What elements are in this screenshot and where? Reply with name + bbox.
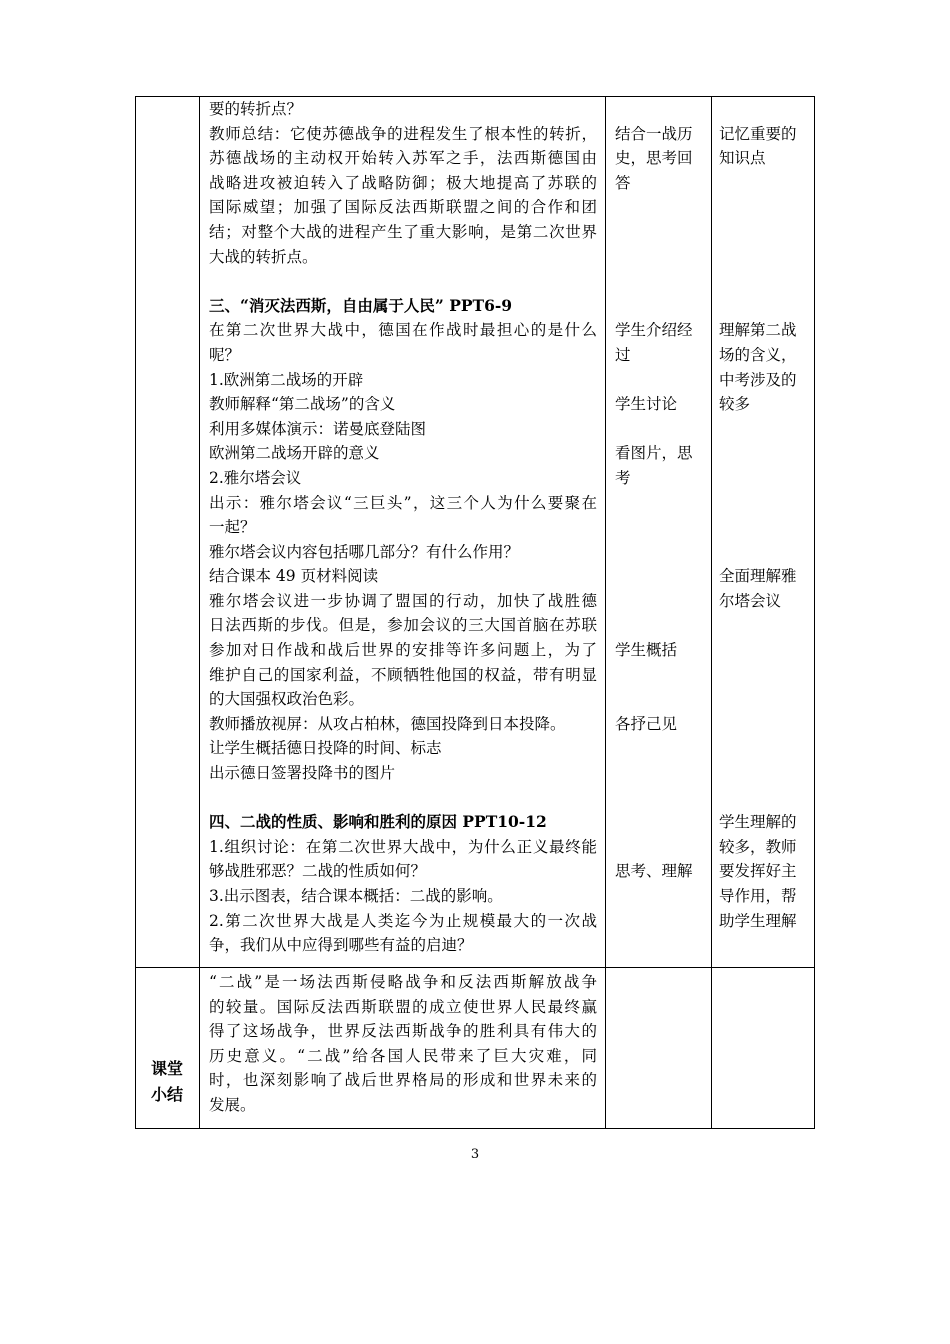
intent-line: 助学生理解 [719,911,797,930]
intent-line [719,245,809,270]
intent-line: 尔塔会议 [719,591,782,610]
content-line: 2.第二次世界大战是人类迄今为止规模最大的一次战 [209,911,597,930]
content-line: 日法西斯的步伐。但是，参加会议的三大国首脑在苏联 [209,616,597,635]
student-line: 看图片，思 [615,444,693,463]
intent-line [719,712,809,737]
summary-line: 时，也深刻影响了战后世界格局的形成和世界未来的 [209,1071,597,1090]
content-line: 结合课本 49 页材料阅读 [209,567,379,586]
student-line: 学生讨论 [615,395,678,414]
intent-line [719,736,809,761]
content-line: 国际威望；加强了国际反法西斯联盟之间的合作和团 [209,198,597,217]
student-line: 过 [615,345,631,364]
intent-line [719,441,809,466]
content-line: 利用多媒体演示：诺曼底登陆图 [209,419,427,438]
student-line [615,368,705,393]
intent-line [719,613,809,638]
summary-label-line: 课堂 [150,1059,183,1078]
student-line: 学生介绍经 [615,321,693,340]
summary-label [135,1056,199,1108]
column-border-2 [605,96,606,1129]
intent-line: 知识点 [719,149,766,168]
intent-line [719,171,809,196]
intent-line [719,417,809,442]
student-line [615,589,705,614]
lesson-plan-table [135,96,815,1129]
row-divider [135,967,815,968]
intent-line [719,515,809,540]
intent-line [719,220,809,245]
intent-line [719,786,809,811]
student-line [615,269,705,294]
student-line [615,761,705,786]
content-line: 欧洲第二战场开辟的意义 [209,444,380,463]
summary-line: 发展。 [209,1095,256,1114]
student-line [615,515,705,540]
content-line: 战略进攻被迫转入了战略防御；极大地提高了苏联的 [209,173,597,192]
content-line: 大战的转折点。 [209,247,318,266]
table-bottom-border [135,1128,815,1129]
content-line: 1.组织讨论：在第二次世界大战中，为什么正义最终能 [209,837,597,856]
student-line [615,810,705,835]
intent-line: 场的含义， [719,345,797,364]
student-line: 学生概括 [615,641,678,660]
student-line [615,220,705,245]
summary-line: 历史意义。“二战”给各国人民带来了巨大灾难，同 [209,1046,597,1065]
student-line [615,491,705,516]
content-line: 教师总结：它使苏德战争的进程发生了根本性的转折， [209,124,597,143]
intent-line: 全面理解雅 [719,567,797,586]
summary-line: “二战”是一场法西斯侵略战争和反法西斯解放战争 [209,973,597,991]
page-number: 3 [470,1147,480,1162]
content-line: 教师播放视屏：从攻占柏林，德国投降到日本投降。 [209,714,566,733]
student-line: 答 [615,173,631,192]
summary-line: 得了这场战争，世界反法西斯战争的胜利具有伟大的 [209,1022,597,1041]
intent-line: 理解第二战 [719,321,797,340]
content-line: 呢？ [209,345,241,364]
student-line [615,835,705,860]
student-line: 结合一战历 [615,124,693,143]
summary-content-cell [209,970,597,1118]
content-line [209,786,597,811]
intent-line: 学生理解的 [719,813,797,832]
content-line: 维护自己的国家利益，不顾牺牲他国的权益，带有明显 [209,665,597,684]
content-line: 一起？ [209,518,256,537]
content-line: 1.欧洲第二战场的开辟 [209,370,364,389]
student-line: 各抒己见 [615,714,678,733]
content-line: 参加对日作战和战后世界的安排等许多问题上，为了 [209,641,597,660]
student-line [615,97,705,122]
student-line: 考 [615,468,631,487]
student-line [615,736,705,761]
student-line [615,564,705,589]
intent-line [719,663,809,688]
column-border-left [135,96,136,1129]
content-line: 让学生概括德日投降的时间、标志 [209,739,442,758]
content-line: 出示德日签署投降书的图片 [209,764,396,783]
intent-line: 较多，教师 [719,837,797,856]
teaching-content-cell [209,97,597,958]
intent-line [719,540,809,565]
design-intent-cell [719,97,809,933]
content-line: 结；对整个大战的进程产生了重大影响，是第二次世界 [209,222,597,241]
intent-line [719,466,809,491]
intent-line: 记忆重要的 [719,124,797,143]
content-line: 教师解释“第二战场”的含义 [209,395,396,414]
content-line: 要的转折点？ [209,100,303,118]
section-heading: 四、二战的性质、影响和胜利的原因 PPT10-12 [209,812,547,832]
content-line: 3.出示图表，结合课本概括：二战的影响。 [209,887,503,905]
content-line: 够战胜邪恶？二战的性质如何？ [209,862,427,881]
content-line: 苏德战场的主动权开始转入苏军之手，法西斯德国由 [209,149,597,168]
content-line: 2.雅尔塔会议 [209,468,302,487]
student-line: 史，思考回 [615,149,693,168]
content-line: 雅尔塔会议进一步协调了盟国的行动，加快了战胜德 [209,591,597,610]
intent-line: 较多 [719,395,751,414]
content-line: 雅尔塔会议内容包括哪几部分？有什么作用？ [209,542,520,561]
student-line [615,540,705,565]
intent-line: 导作用，帮 [719,887,797,905]
column-border-right [814,96,815,1129]
summary-line: 的较量。国际反法西斯联盟的成立使世界人民最终赢 [209,997,597,1016]
intent-line [719,97,809,122]
student-line [615,613,705,638]
student-activity-cell [615,97,705,884]
content-line: 的大国强权政治色彩。 [209,690,365,709]
intent-line [719,761,809,786]
student-line: 思考、理解 [615,862,693,881]
student-line [615,195,705,220]
student-line [615,687,705,712]
content-line [209,269,597,294]
column-border-1 [199,96,200,1129]
intent-line [719,638,809,663]
student-line [615,663,705,688]
content-line: 出示：雅尔塔会议“三巨头”，这三个人为什么要聚在 [209,493,597,512]
summary-label-line: 小结 [150,1085,183,1104]
intent-line [719,195,809,220]
column-border-3 [711,96,712,1129]
student-line [615,417,705,442]
student-line [615,786,705,811]
intent-line [719,491,809,516]
content-line: 争，我们从中应得到哪些有益的启迪？ [209,936,473,955]
intent-line: 要发挥好主 [719,862,797,881]
section-heading: 三、“消灭法西斯，自由属于人民” PPT6-9 [209,295,513,315]
content-line: 在第二次世界大战中，德国在作战时最担心的是什么 [209,321,597,340]
intent-line [719,269,809,294]
student-line [615,294,705,319]
intent-line: 中考涉及的 [719,370,797,389]
intent-line [719,294,809,319]
intent-line [719,687,809,712]
student-line [615,245,705,270]
